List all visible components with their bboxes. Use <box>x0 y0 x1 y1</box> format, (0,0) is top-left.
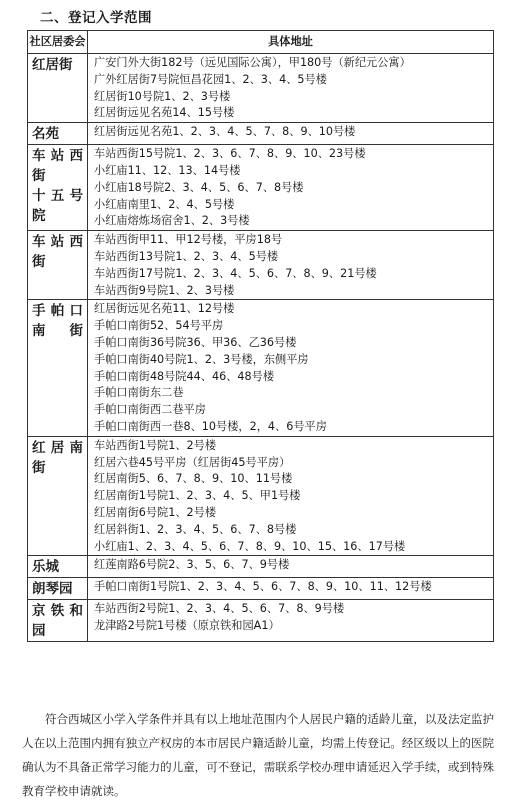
table-row <box>28 145 494 231</box>
table-row <box>28 300 494 436</box>
table-row <box>28 123 494 145</box>
address-line: 小红庙熔炼场宿舍1、2、3号楼 <box>94 214 250 228</box>
community-name: 车站西 街 十五号 院 <box>28 145 88 231</box>
table-row <box>28 436 494 556</box>
header-address: 具体地址 <box>88 31 494 54</box>
address-line: 车站西街1号院1、2号楼 <box>94 438 217 452</box>
address-line: 车站西街13号院1、2、3、4、5号楼 <box>94 249 279 263</box>
eligibility-note: 符合西城区小学入学条件并具有以上地址范围内个人居民户籍的适龄儿童，以及法定监护人在以上范围内拥有独立产权房的本市居民户籍适龄儿童，均需上传登记。经区级以上的医院确认为不具备正常学习能力的儿童，可不登记，需联系学校办理申请延迟入学手续，或到特殊教育学校申请就读。 <box>22 712 494 798</box>
header-community: 社区居委会 <box>28 31 88 54</box>
address-line: 手帕口南街东二巷 <box>94 386 184 400</box>
address-line: 车站西街9号院1、2、3号楼 <box>94 283 235 297</box>
community-name: 红居南 街 <box>28 436 88 556</box>
community-name: 朗琴园 <box>28 578 88 600</box>
address-line: 红居街远见名苑14、15号楼 <box>94 106 235 120</box>
address-list <box>88 54 494 123</box>
address-list <box>88 436 494 556</box>
address-line: 红居街10号院1、2、3号楼 <box>94 89 231 103</box>
address-line: 手帕口南街西二巷平房 <box>94 403 206 417</box>
table-header-row <box>28 31 494 54</box>
table-row <box>28 231 494 300</box>
table-row <box>28 54 494 123</box>
address-line: 车站西街17号院1、2、3、4、5、6、7、8、9、21号楼 <box>94 266 377 280</box>
community-name: 名苑 <box>28 123 88 145</box>
address-line: 小红庙11、12、13、14号楼 <box>94 163 241 177</box>
address-list <box>88 600 494 642</box>
address-line: 广外红居街7号院恒昌花园1、2、3、4、5号楼 <box>94 72 327 86</box>
table-row <box>28 556 494 578</box>
address-line: 龙津路2号院1号楼（原京铁和园A1） <box>94 619 280 633</box>
address-list <box>88 123 494 145</box>
address-line: 红居街远见名苑1、2、3、4、5、7、8、9、10号楼 <box>94 125 356 139</box>
address-line: 小红庙18号院2、3、4、5、6、7、8号楼 <box>94 180 304 194</box>
address-line: 车站西街甲11、甲12号楼，平房18号 <box>94 233 283 247</box>
address-line: 红居街远见名苑11、12号楼 <box>94 302 235 316</box>
address-line: 小红庙南里1、2、4、5号楼 <box>94 197 235 211</box>
address-list <box>88 145 494 231</box>
address-line: 小红庙1、2、3、4、5、6、7、8、9、10、15、16、17号楼 <box>94 539 406 553</box>
address-line: 手帕口南街1号院1、2、3、4、5、6、7、8、9、10、11、12号楼 <box>94 580 432 594</box>
community-name: 车站西 街 <box>28 231 88 300</box>
address-line: 红居南街1号院1、2、3、4、5、甲1号楼 <box>94 489 301 503</box>
section-heading: 二、登记入学范围 <box>40 10 152 26</box>
address-list <box>88 300 494 436</box>
address-list <box>88 231 494 300</box>
address-line: 红居斜街1、2、3、4、5、6、7、8号楼 <box>94 522 297 536</box>
address-line: 手帕口南街40号院1、2、3号楼，东侧平房 <box>94 352 309 366</box>
address-line: 手帕口南街52、54号平房 <box>94 319 224 333</box>
address-line: 红居南街6号院1、2号楼 <box>94 505 217 519</box>
table-row <box>28 578 494 600</box>
address-line: 广安门外大街182号（远见国际公寓），甲180号（新纪元公寓） <box>94 56 411 69</box>
address-line: 车站西街15号院1、2、3、6、7、8、9、10、23号楼 <box>94 147 366 161</box>
community-name: 手帕口 南街 <box>28 300 88 436</box>
address-line: 车站西街2号院1、2、3、4、5、6、7、8、9号楼 <box>94 602 345 616</box>
community-name: 红居街 <box>28 54 88 123</box>
address-list <box>88 578 494 600</box>
address-line: 手帕口南街西一巷8、10号楼，2，4、6号平房 <box>94 419 327 433</box>
address-line: 手帕口南街48号院44、46、48号楼 <box>94 369 275 383</box>
community-name: 京铁和 园 <box>28 600 88 642</box>
address-line: 手帕口南街36号院36、甲36、乙36号楼 <box>94 335 297 349</box>
address-list <box>88 556 494 578</box>
table-row <box>28 600 494 642</box>
address-line: 红居南街5、6、7、8、9、10、11号楼 <box>94 472 293 486</box>
community-name: 乐城 <box>28 556 88 578</box>
address-line: 红居六巷45号平房（红居街45号平房） <box>94 455 291 469</box>
address-line: 红莲南路6号院2、3、5、6、7、9号楼 <box>94 558 290 572</box>
enrollment-scope-table <box>27 30 494 642</box>
